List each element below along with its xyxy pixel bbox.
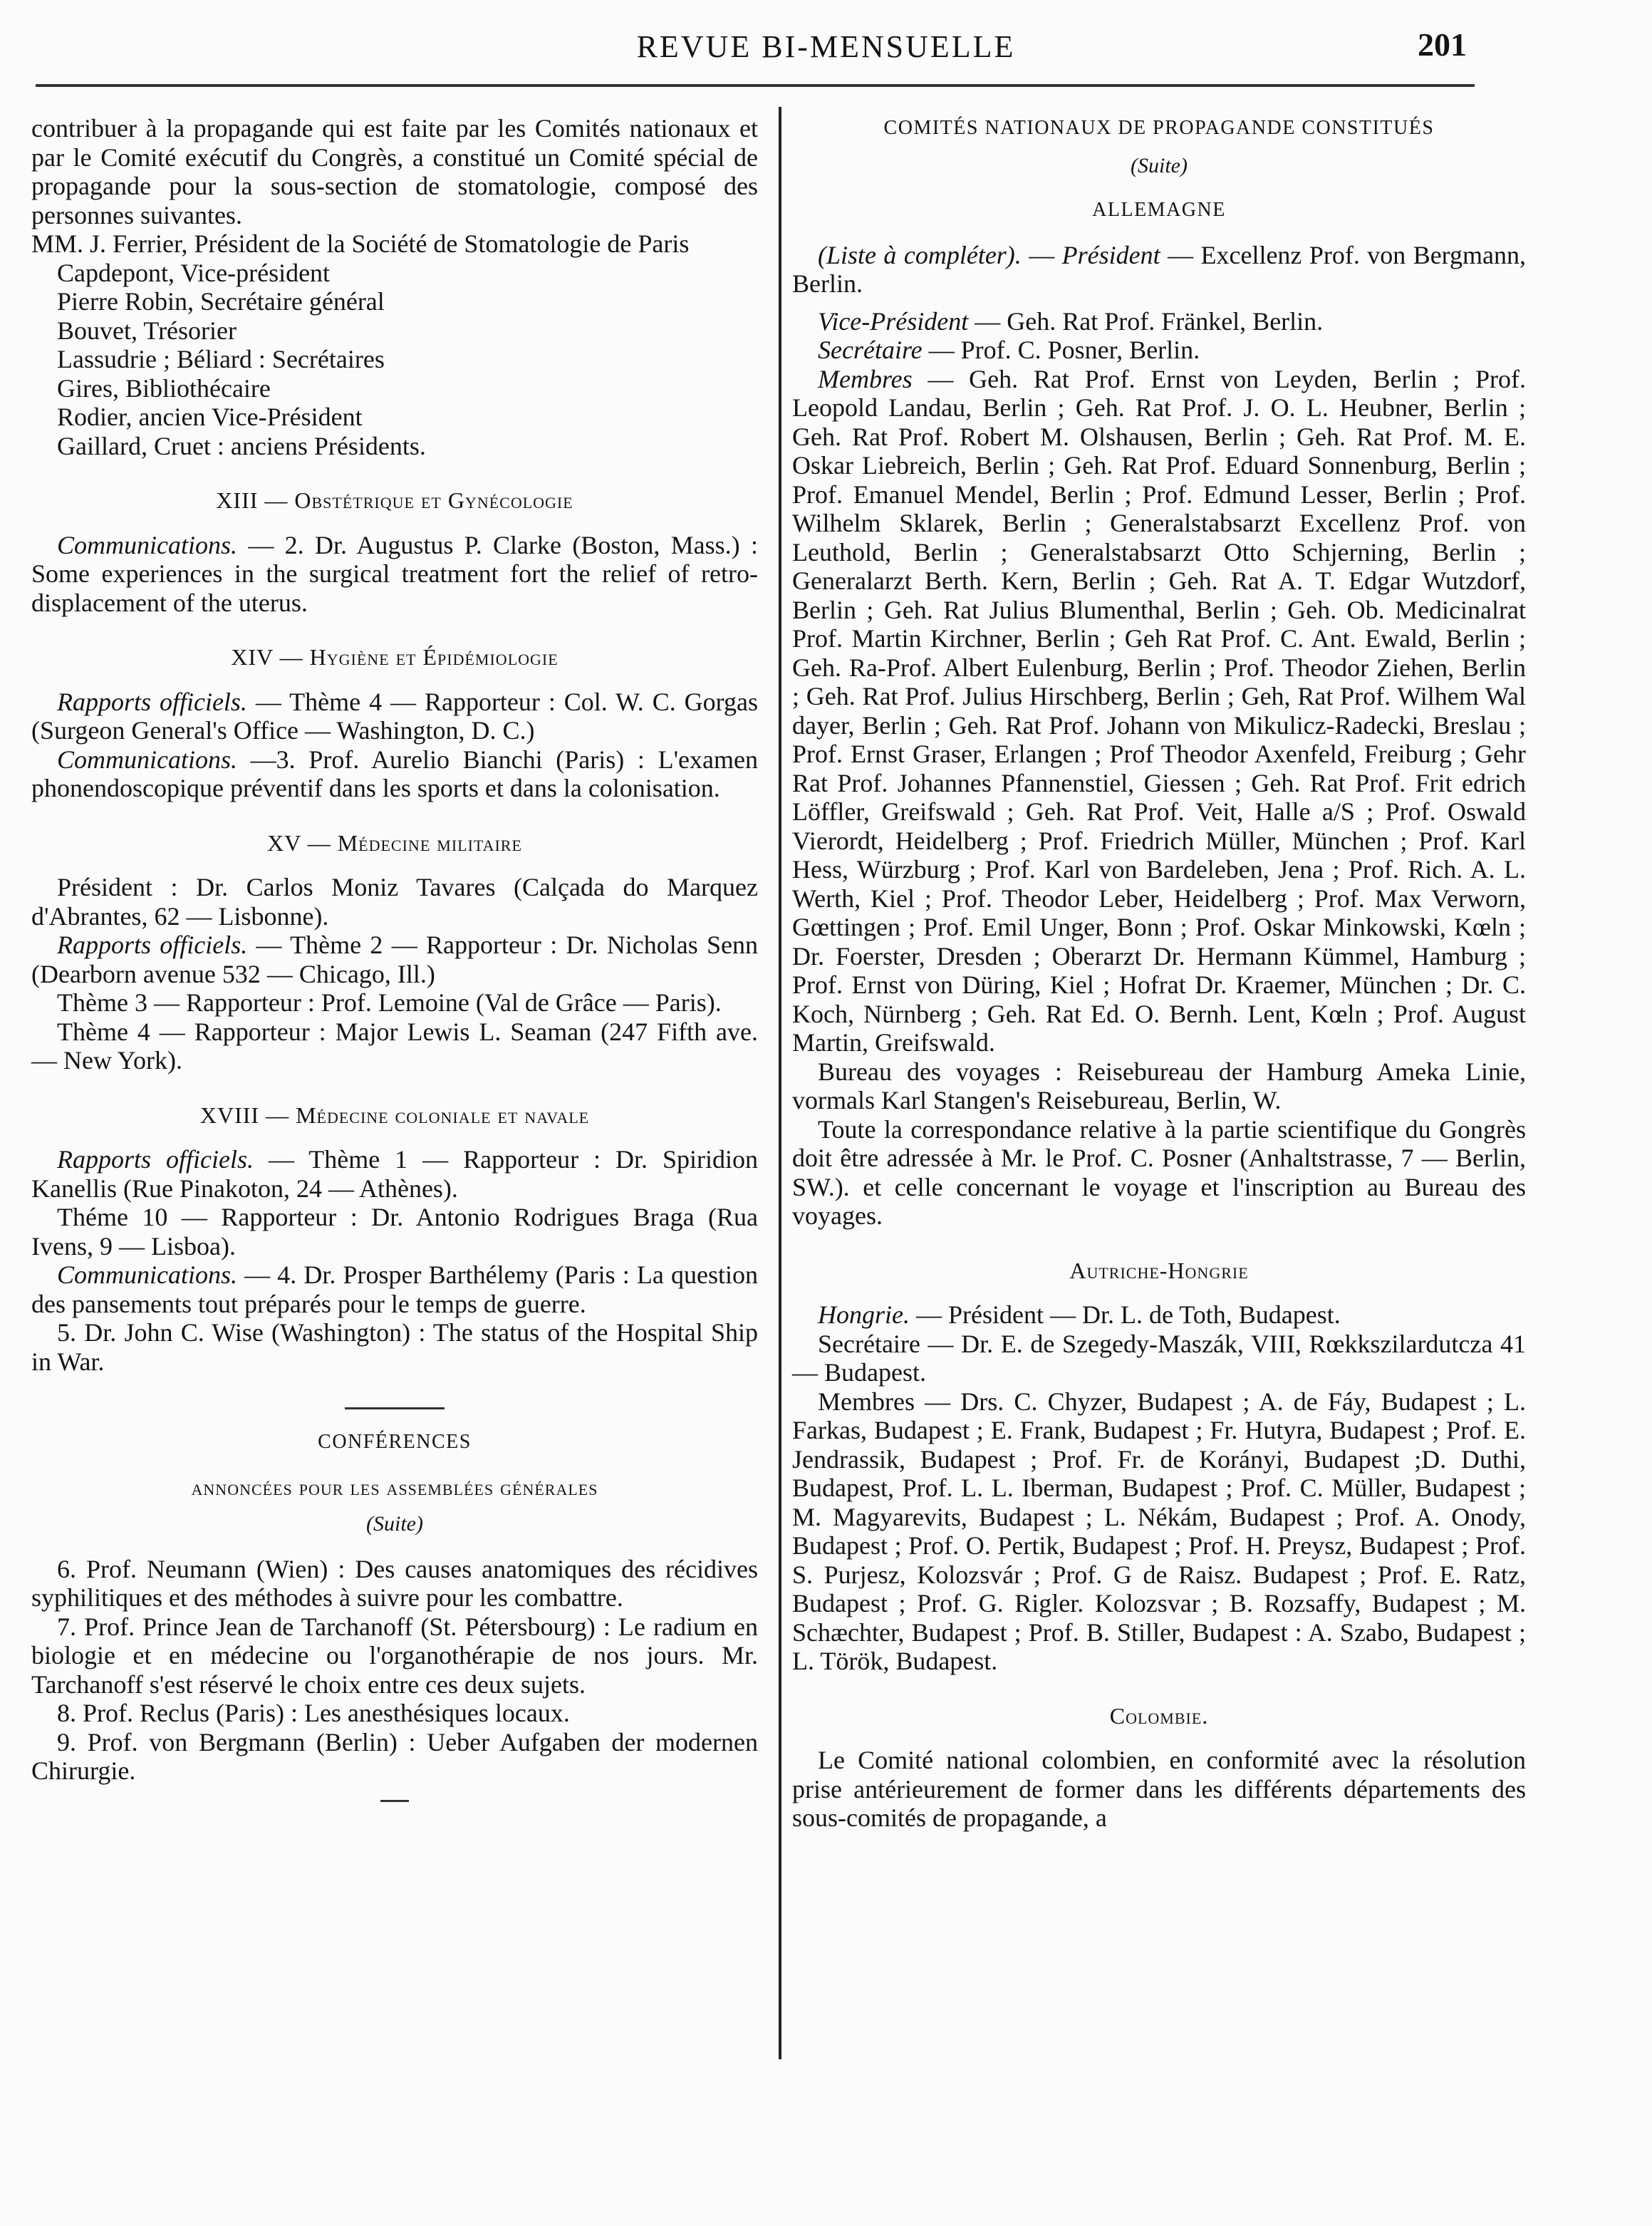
conference-item: 9. Prof. von Bergmann (Berlin) : Ueber Aufgaben der modernen Chirurgie. — [31, 1727, 758, 1785]
section-paragraph — [792, 241, 1526, 299]
lead-label: Communications. — [57, 1260, 238, 1289]
member-line: Rodier, ancien Vice-Président — [57, 403, 363, 431]
section-paragraph: Théme 10 — Rapporteur : Dr. Antonio Rodrigues Braga (Rua Ivens, 9 — Lisboa). — [31, 1203, 758, 1260]
running-header-title: REVUE BI-MENSUELLE — [636, 29, 1016, 64]
paragraph-text: — Prof. C. Posner, Berlin. — [922, 336, 1200, 364]
member-line: Pierre Robin, Secrétaire général — [57, 287, 385, 316]
section-paragraph: Thème 3 — Rapporteur : Prof. Lemoine (Val de Grâce — Paris). — [57, 988, 722, 1017]
section-heading: XV — Médecine militaire — [267, 829, 522, 856]
section-paragraph: Secrétaire — Dr. E. de Szegedy-Maszák, VIII, Rœkkszilardutcza 41 — Budapest. — [792, 1329, 1526, 1387]
paragraph-text: — Geh. Rat Prof. Fränkel, Berlin. — [968, 306, 1324, 336]
section-paragraph — [792, 307, 1526, 336]
header-rule — [36, 84, 1475, 87]
section-paragraph — [31, 931, 758, 988]
paragraph-text: — — [1021, 240, 1062, 269]
paragraph-text: — Geh. Rat Prof. Ernst von Leyden, Berlin ; Prof. Leopold Landau, Berlin ; Geh. Rat Prof. J. O. L. Heubner, Berlin ; Geh. Rat Prof. Robert M. Olshausen, Berlin ; Geh. Rat Prof. M. E. Oskar Liebreich, Berlin ; Geh. Rat Prof. Eduard Sonnenburg, Berlin ; Prof. Emanuel Mendel, Berlin ; Prof. Edmund Lesser, Berlin ; Prof. Wilhelm Sklarek, Berlin ; Generalstabsarzt Excellenz Prof. von Leuthold, Berlin ; Generalstabsarzt Otto Schjerning, Berlin ; Generalarzt Berth. Kern, Berlin ; Geh. Rat A. T. Edgar Wutzdorf, Berlin ; Geh. Rat Julius Blumenthal, Berlin ; Geh. Ob. Medicinalrat Prof. Martin Kirchner, Berlin ; Geh Rat Prof. C. Ant. Ewald, Berlin ; Geh. Ra-Prof. Albert Eulenburg, Berlin ; Prof. Theodor Ziehen, Berlin ; Geh. Rat Prof. Julius Hirschberg, Berlin ; Geh, Rat Prof. Wilhem Wal dayer, Berlin ; Geh. Rat Prof. Johann von Mikulicz-Radecki, Breslau ; Prof. Ernst Graser, Erlangen ; Prof Theodor Axenfeld, Freiburg ; Gehr Rat Prof. Johannes Pfannenstiel, Giessen ; Geh. Rat Prof. Frit edrich Löffler, Greifswald ; Geh. Rat Prof. Veit, Halle a/S ; Prof. Oswald Vierordt, Heidelberg ; Prof. Friedrich Müller, München ; Prof. Karl Hess, Würzburg ; Prof. Karl von Bardeleben, Jena ; Prof. Rich. A. L. Werth, Kiel ; Prof. Theodor Leber, Heidelberg ; Prof. Max Verworn, Gœttingen ; Prof. Emil Unger, Bonn ; Prof. Oskar Minkowski, Kœln ; Dr. Foerster, Dresden ; Oberarzt Dr. Hermann Kümmel, Hamburg ; Prof. Ernst von Düring, Kiel ; Hofrat Dr. Kraemer, München ; Dr. C. Koch, Nürnberg ; Geh. Rat Ed. O. Bernh. Lent, Kœln ; Prof. August Martin, Greifswald. — [792, 364, 1526, 1057]
country-heading-autriche-hongrie: Autriche-Hongrie — [1069, 1257, 1249, 1283]
conference-item: 7. Prof. Prince Jean de Tarchanoff (St. Pétersbourg) : Le radium en biologie et en médecine ou l'organothérapie de nos jours. Mr. Tarchanoff s'est réservé le choix entre ces deux sujets. — [31, 1612, 758, 1699]
lead-label: Rapports officiels. — [57, 1145, 254, 1174]
lead-label: Membres — [818, 364, 913, 393]
paragraph-text: — Thème 1 — Rapporteur : Dr. Spiridion Kanellis (Rue Pinakoton, 24 — Athènes). — [31, 1145, 758, 1203]
member-line: Bouvet, Trésorier — [57, 316, 237, 345]
section-paragraph: Bureau des voyages : Reisebureau der Hamburg Ameka Linie, vormals Karl Stangen's Reisebureau, Berlin, W. — [792, 1057, 1526, 1114]
section-paragraph: Le Comité national colombien, en conformité avec la résolution prise antérieurement de former dans les différents départements des sous-comités de propagande, a — [792, 1746, 1526, 1832]
column-divider — [779, 107, 781, 2059]
stomatology-intro: contribuer à la propagande qui est faite par les Comités nationaux et par le Comité exécutif du Congrès, a constitué un Comité spécial de propagande pour la sous-section de stomatologie, composé des personnes suivantes. — [31, 114, 758, 229]
conferences-heading: CONFÉRENCES — [318, 1431, 472, 1453]
member-line: MM. J. Ferrier, Président de la Société de Stomatologie de Paris — [31, 229, 690, 258]
country-heading-colombie: Colombie. — [1109, 1702, 1209, 1729]
country-heading-allemagne: ALLEMAGNE — [1092, 199, 1226, 221]
paragraph-text: —3. Prof. Aurelio Bianchi (Paris) : L'examen phonendoscopique préventif dans les sports et dans la colonisation. — [31, 745, 758, 802]
section-paragraph: 5. Dr. John C. Wise (Washington) : The status of the Hospital Ship in War. — [31, 1318, 758, 1376]
paragraph-text: — Thème 2 — Rapporteur : Dr. Nicholas Senn (Dearborn avenue 532 — Chicago, Ill.) — [31, 931, 759, 988]
conference-item: 8. Prof. Reclus (Paris) : Les anesthésiques locaux. — [57, 1699, 570, 1727]
conference-item: 6. Prof. Neumann (Wien) : Des causes anatomiques des récidives syphilitiques et des méthodes à suivre pour les combattre. — [31, 1554, 758, 1612]
paragraph-text: — 2. Dr. Augustus P. Clarke (Boston, Mass.) : Some experiences in the surgical treatment fort the relief of retro-displacement of the uterus. — [31, 530, 758, 617]
lead-label: Communications. — [57, 530, 238, 559]
member-line: Lassudrie ; Béliard : Secrétaires — [57, 345, 385, 373]
right-column-title: COMITÉS NATIONAUX DE PROPAGANDE CONSTITUÉS — [883, 117, 1435, 139]
section-paragraph: Thème 4 — Rapporteur : Major Lewis L. Seaman (247 Fifth ave. — New York). — [31, 1017, 758, 1075]
lead-label: Rapports officiels. — [57, 931, 248, 959]
paragraph-text: — Excellenz Prof. von Bergmann, Berlin. — [792, 240, 1526, 298]
members-paragraph: Membres — Drs. C. Chyzer, Budapest ; A. de Fáy, Budapest ; L. Farkas, Budapest ; E. Frank, Budapest ; Fr. Hutyra, Budapest ; Prof. E. Jendrassik, Budapest ; Prof. Fr. de Korányi, Budapest ;D. Duthi, Budapest, Prof. L. L. Iberman, Budapest ; Prof. C. Müller, Budapest ; M. Magyarevits, Budapest ; L. Nékám, Budapest ; Prof. A. Onody, Budapest ; Prof. O. Pertik, Budapest ; Prof. H. Preysz, Budapest ; Prof. S. Purjesz, Kolozsvár ; Prof. G de Raisz. Budapest ; Prof. E. Ratz, Budapest ; Prof. G. Rigler. Kolozsvar ; B. Rozsaffy, Budapest ; M. Schæchter, Budapest ; Prof. B. Stiller, Budapest : A. Szabo, Budapest ; L. Török, Budapest. — [792, 1387, 1526, 1675]
section-heading: XVIII — Médecine coloniale et navale — [199, 1102, 590, 1128]
section-paragraph — [31, 531, 758, 618]
lead-label: (Liste à compléter). — [818, 240, 1022, 269]
lead-label: Vice-Président — [818, 306, 969, 336]
lead-label: Communications. — [57, 745, 238, 774]
lead-label: Rapports officiels. — [57, 687, 247, 716]
section-paragraph — [31, 1145, 758, 1203]
page-number: 201 — [1418, 26, 1467, 63]
left-column — [31, 114, 758, 1802]
members-paragraph — [792, 365, 1526, 1057]
section-paragraph — [792, 1300, 1526, 1330]
section-heading: XIV — Hygiène et Épidémiologie — [231, 644, 559, 670]
member-line: Capdepont, Vice-président — [57, 258, 331, 287]
lead-label: Secrétaire — [818, 336, 923, 364]
section-paragraph: Président : Dr. Carlos Moniz Tavares (Calçada do Marquez d'Abrantes, 62 — Lisbonne). — [31, 873, 758, 931]
section-separator — [345, 1407, 445, 1409]
conferences-subheading: annoncées pour les assemblées générales — [191, 1474, 598, 1500]
member-line: Gaillard, Cruet : anciens Présidents. — [57, 431, 426, 460]
paragraph-text: — 4. Dr. Prosper Barthélemy (Paris : La question des pansements tout préparés pour le temps de guerre. — [31, 1260, 758, 1318]
lead-label: Hongrie. — [818, 1300, 910, 1329]
right-column — [792, 114, 1526, 1833]
section-paragraph — [31, 688, 758, 745]
member-line: Gires, Bibliothécaire — [57, 373, 271, 403]
suite-label: (Suite) — [1131, 153, 1188, 177]
section-paragraph: Toute la correspondance relative à la partie scientifique du Gongrès doit être adressée à Mr. le Prof. C. Posner (Anhaltstrasse, 7 — Berlin, SW.). et celle concernant le voyage et l'inscription au Bureau des voyages. — [792, 1114, 1526, 1230]
section-heading: XIII — Obstétrique et Gynécologie — [216, 487, 573, 513]
end-separator — [380, 1800, 409, 1802]
section-paragraph — [31, 745, 758, 803]
paragraph-text: — Président — Dr. L. de Toth, Budapest. — [910, 1300, 1341, 1329]
section-paragraph — [792, 336, 1526, 365]
paragraph-text: — Thème 4 — Rapporteur : Col. W. C. Gorgas (Surgeon General's Office — Washington, D. C.) — [31, 687, 758, 745]
suite-label: (Suite) — [366, 1512, 423, 1536]
lead-label: Président — [1061, 240, 1160, 269]
section-paragraph — [31, 1260, 758, 1318]
